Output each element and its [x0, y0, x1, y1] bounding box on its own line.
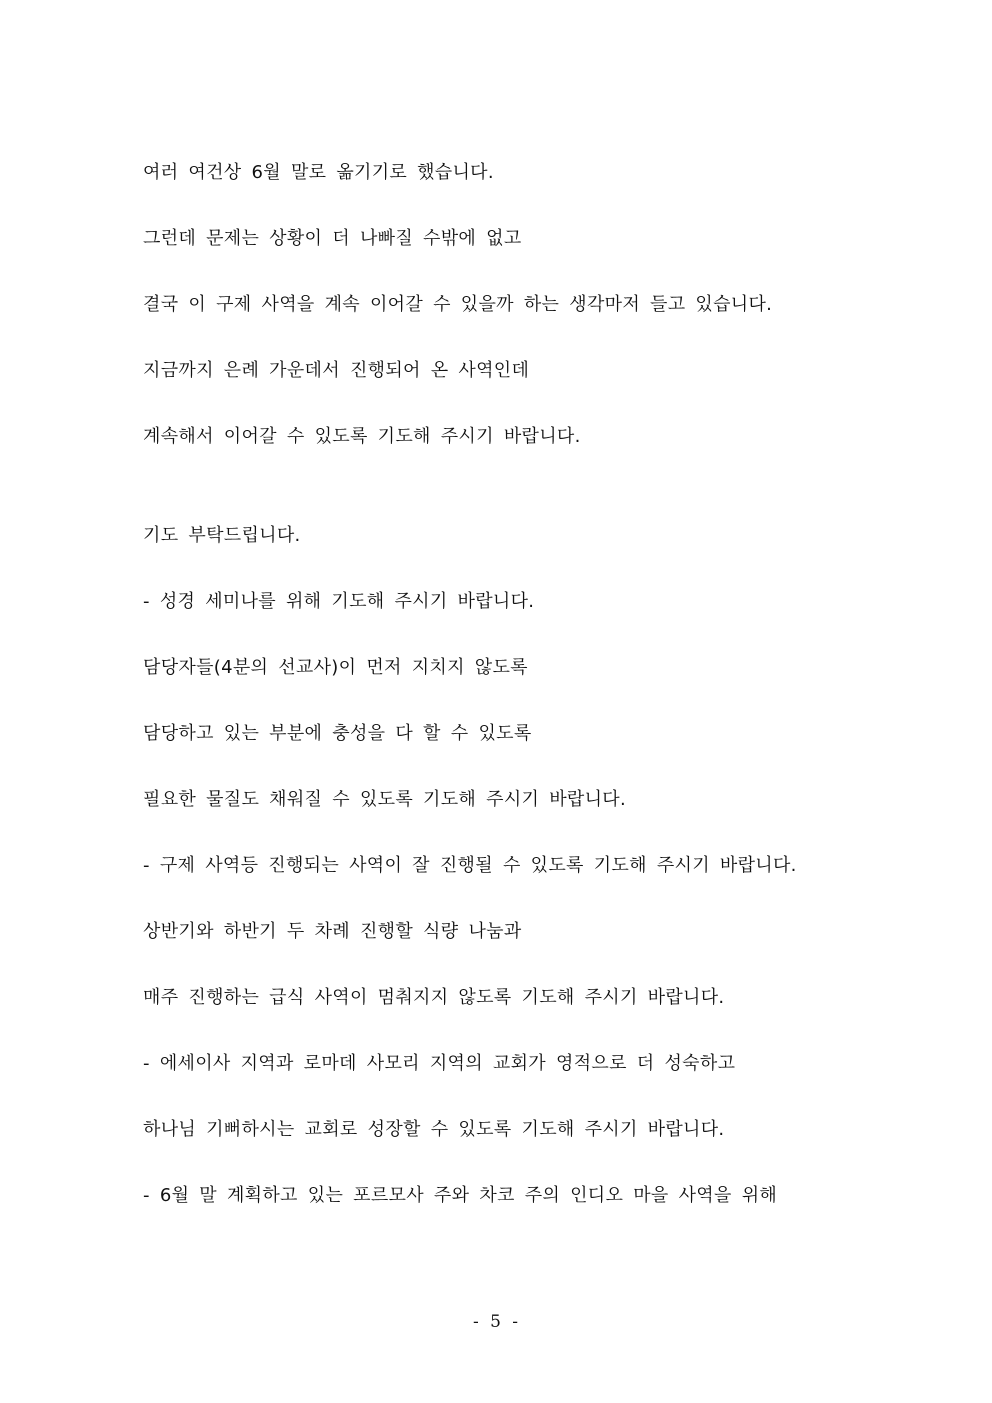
text-line: 지금까지 은례 가운데서 진행되어 온 사역인데 — [143, 360, 530, 381]
bullet-line: - 구제 사역등 진행되는 사역이 잘 진행될 수 있도록 기도해 주시기 바랍니다. — [143, 855, 797, 876]
text-line: 매주 진행하는 급식 사역이 멈춰지지 않도록 기도해 주시기 바랍니다. — [143, 987, 725, 1008]
bullet-line: - 성경 세미나를 위해 기도해 주시기 바랍니다. — [143, 591, 535, 612]
bullet-line: - 6월 말 계획하고 있는 포르모사 주와 차코 주의 인디오 마을 사역을 위해 — [143, 1185, 778, 1206]
page-number: - 5 - — [472, 1312, 520, 1332]
bullet-line: - 에세이사 지역과 로마데 사모리 지역의 교회가 영적으로 더 성숙하고 — [143, 1053, 736, 1074]
text-line: 결국 이 구제 사역을 계속 이어갈 수 있을까 하는 생각마저 들고 있습니다. — [143, 294, 773, 315]
text-line: 필요한 물질도 채워질 수 있도록 기도해 주시기 바랍니다. — [143, 789, 626, 810]
text-line: 계속해서 이어갈 수 있도록 기도해 주시기 바랍니다. — [143, 426, 581, 447]
section-heading: 기도 부탁드립니다. — [143, 525, 301, 546]
text-line: 그런데 문제는 상황이 더 나빠질 수밖에 없고 — [143, 228, 522, 249]
text-line: 여러 여건상 6월 말로 옮기기로 했습니다. — [143, 162, 494, 183]
text-line: 상반기와 하반기 두 차례 진행할 식량 나눔과 — [143, 921, 522, 942]
text-line: 담당하고 있는 부분에 충성을 다 할 수 있도록 — [143, 723, 532, 744]
text-line: 담당자들(4분의 선교사)이 먼저 지치지 않도록 — [143, 657, 528, 678]
text-line: 하나님 기뻐하시는 교회로 성장할 수 있도록 기도해 주시기 바랍니다. — [143, 1119, 725, 1140]
